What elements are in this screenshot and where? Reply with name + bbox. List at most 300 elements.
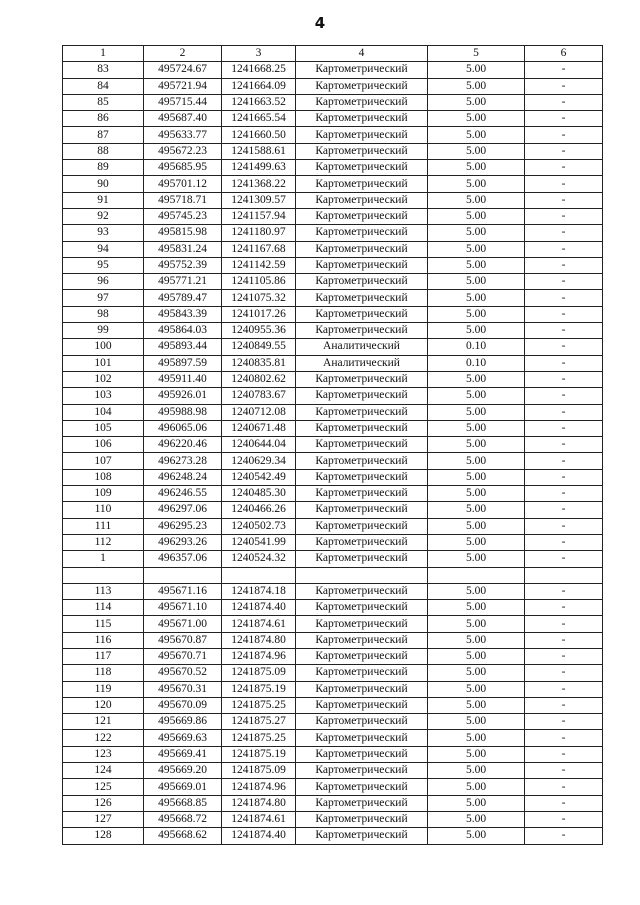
x-coordinate-cell: 495701.12 xyxy=(144,176,222,192)
y-coordinate-cell: 1240835.81 xyxy=(222,355,296,371)
note-cell: - xyxy=(525,355,603,371)
x-coordinate-cell: 496293.26 xyxy=(144,534,222,550)
point-number-cell: 119 xyxy=(63,681,144,697)
table-row xyxy=(63,257,603,273)
table-row xyxy=(63,828,603,844)
note-cell: - xyxy=(525,828,603,844)
table-row xyxy=(63,143,603,159)
accuracy-cell: 0.10 xyxy=(428,355,525,371)
note-cell: - xyxy=(525,714,603,730)
accuracy-cell: 5.00 xyxy=(428,502,525,518)
table-row xyxy=(63,567,603,583)
accuracy-cell: 5.00 xyxy=(428,779,525,795)
table-row xyxy=(63,127,603,143)
point-number-cell: 117 xyxy=(63,648,144,664)
x-coordinate-cell: 495687.40 xyxy=(144,111,222,127)
point-number-cell: 124 xyxy=(63,763,144,779)
x-coordinate-cell: 496295.23 xyxy=(144,518,222,534)
point-number-cell: 123 xyxy=(63,746,144,762)
note-cell: - xyxy=(525,339,603,355)
y-coordinate-cell: 1241874.80 xyxy=(222,632,296,648)
table-body xyxy=(63,62,603,844)
method-cell: Картометрический xyxy=(296,534,428,550)
x-coordinate-cell: 495745.23 xyxy=(144,208,222,224)
method-cell: Картометрический xyxy=(296,160,428,176)
x-coordinate-cell: 495685.95 xyxy=(144,160,222,176)
accuracy-cell: 5.00 xyxy=(428,78,525,94)
x-coordinate-cell: 495718.71 xyxy=(144,192,222,208)
y-coordinate-cell: 1241105.86 xyxy=(222,274,296,290)
point-number-cell: 116 xyxy=(63,632,144,648)
note-cell: - xyxy=(525,811,603,827)
note-cell: - xyxy=(525,388,603,404)
point-number-cell: 109 xyxy=(63,486,144,502)
accuracy-cell: 5.00 xyxy=(428,795,525,811)
x-coordinate-cell: 495669.86 xyxy=(144,714,222,730)
note-cell: - xyxy=(525,323,603,339)
column-header: 5 xyxy=(428,46,525,62)
table-row xyxy=(63,730,603,746)
point-number-cell: 93 xyxy=(63,225,144,241)
method-cell: Картометрический xyxy=(296,225,428,241)
note-cell: - xyxy=(525,763,603,779)
x-coordinate-cell: 496248.24 xyxy=(144,469,222,485)
x-coordinate-cell: 495633.77 xyxy=(144,127,222,143)
point-number-cell: 90 xyxy=(63,176,144,192)
x-coordinate-cell: 495911.40 xyxy=(144,371,222,387)
table-row xyxy=(63,404,603,420)
y-coordinate-cell: 1241142.59 xyxy=(222,257,296,273)
accuracy-cell: 5.00 xyxy=(428,111,525,127)
table-row xyxy=(63,94,603,110)
point-number-cell: 120 xyxy=(63,697,144,713)
method-cell: Картометрический xyxy=(296,600,428,616)
note-cell: - xyxy=(525,257,603,273)
method-cell: Картометрический xyxy=(296,127,428,143)
y-coordinate-cell: 1240485.30 xyxy=(222,486,296,502)
method-cell: Картометрический xyxy=(296,502,428,518)
method-cell: Картометрический xyxy=(296,371,428,387)
table-row xyxy=(63,469,603,485)
y-coordinate-cell: 1240502.73 xyxy=(222,518,296,534)
accuracy-cell: 5.00 xyxy=(428,730,525,746)
x-coordinate-cell: 495926.01 xyxy=(144,388,222,404)
y-coordinate-cell: 1241874.61 xyxy=(222,811,296,827)
x-coordinate-cell: 495831.24 xyxy=(144,241,222,257)
y-coordinate-cell: 1241874.96 xyxy=(222,779,296,795)
table-row xyxy=(63,697,603,713)
note-cell: - xyxy=(525,371,603,387)
method-cell: Картометрический xyxy=(296,111,428,127)
table-row xyxy=(63,453,603,469)
accuracy-cell: 5.00 xyxy=(428,143,525,159)
note-cell: - xyxy=(525,551,603,567)
note-cell: - xyxy=(525,127,603,143)
table-row xyxy=(63,534,603,550)
x-coordinate-cell: 495670.87 xyxy=(144,632,222,648)
accuracy-cell: 5.00 xyxy=(428,534,525,550)
accuracy-cell: 5.00 xyxy=(428,763,525,779)
method-cell: Картометрический xyxy=(296,518,428,534)
note-cell: - xyxy=(525,241,603,257)
table-row xyxy=(63,551,603,567)
note-cell: - xyxy=(525,795,603,811)
table-row xyxy=(63,78,603,94)
y-coordinate-cell: 1240466.26 xyxy=(222,502,296,518)
method-cell: Картометрический xyxy=(296,795,428,811)
point-number-cell: 106 xyxy=(63,437,144,453)
y-coordinate-cell: 1240712.08 xyxy=(222,404,296,420)
method-cell: Картометрический xyxy=(296,583,428,599)
note-cell: - xyxy=(525,420,603,436)
accuracy-cell: 5.00 xyxy=(428,388,525,404)
table-row xyxy=(63,648,603,664)
point-number-cell: 107 xyxy=(63,453,144,469)
point-number-cell: 104 xyxy=(63,404,144,420)
y-coordinate-cell: 1240542.49 xyxy=(222,469,296,485)
method-cell: Картометрический xyxy=(296,746,428,762)
method-cell: Картометрический xyxy=(296,811,428,827)
y-coordinate-cell: 1240524.32 xyxy=(222,551,296,567)
y-coordinate-cell: 1241588.61 xyxy=(222,143,296,159)
method-cell: Картометрический xyxy=(296,208,428,224)
table-row xyxy=(63,371,603,387)
y-coordinate-cell: 1241874.61 xyxy=(222,616,296,632)
x-coordinate-cell: 496297.06 xyxy=(144,502,222,518)
method-cell: Картометрический xyxy=(296,779,428,795)
method-cell: Картометрический xyxy=(296,388,428,404)
accuracy-cell: 5.00 xyxy=(428,486,525,502)
point-number-cell: 111 xyxy=(63,518,144,534)
method-cell: Картометрический xyxy=(296,665,428,681)
point-number-cell: 86 xyxy=(63,111,144,127)
x-coordinate-cell: 495670.52 xyxy=(144,665,222,681)
point-number-cell: 115 xyxy=(63,616,144,632)
x-coordinate-cell: 495668.62 xyxy=(144,828,222,844)
table-row xyxy=(63,746,603,762)
table-row xyxy=(63,241,603,257)
accuracy-cell: 5.00 xyxy=(428,404,525,420)
method-cell: Картометрический xyxy=(296,62,428,78)
point-number-cell: 110 xyxy=(63,502,144,518)
y-coordinate-cell: 1241017.26 xyxy=(222,306,296,322)
x-coordinate-cell: 495669.01 xyxy=(144,779,222,795)
table-row xyxy=(63,502,603,518)
x-coordinate-cell: 495671.00 xyxy=(144,616,222,632)
y-coordinate-cell: 1241665.54 xyxy=(222,111,296,127)
point-number-cell: 113 xyxy=(63,583,144,599)
x-coordinate-cell: 495670.71 xyxy=(144,648,222,664)
method-cell: Картометрический xyxy=(296,616,428,632)
point-number-cell: 96 xyxy=(63,274,144,290)
y-coordinate-cell: 1241368.22 xyxy=(222,176,296,192)
y-coordinate-cell: 1241874.96 xyxy=(222,648,296,664)
y-coordinate-cell: 1241309.57 xyxy=(222,192,296,208)
x-coordinate-cell: 495771.21 xyxy=(144,274,222,290)
x-coordinate-cell: 495670.31 xyxy=(144,681,222,697)
table-row xyxy=(63,306,603,322)
method-cell: Картометрический xyxy=(296,648,428,664)
accuracy-cell: 5.00 xyxy=(428,714,525,730)
point-number-cell: 102 xyxy=(63,371,144,387)
point-number-cell: 100 xyxy=(63,339,144,355)
point-number-cell: 108 xyxy=(63,469,144,485)
note-cell: - xyxy=(525,632,603,648)
x-coordinate-cell: 495752.39 xyxy=(144,257,222,273)
table-row xyxy=(63,339,603,355)
accuracy-cell: 5.00 xyxy=(428,616,525,632)
table-row xyxy=(63,681,603,697)
table-row xyxy=(63,616,603,632)
x-coordinate-cell: 495893.44 xyxy=(144,339,222,355)
method-cell: Аналитический xyxy=(296,339,428,355)
method-cell: Картометрический xyxy=(296,404,428,420)
x-coordinate-cell: 495724.67 xyxy=(144,62,222,78)
method-cell: Картометрический xyxy=(296,437,428,453)
x-coordinate-cell: 496273.28 xyxy=(144,453,222,469)
table-row xyxy=(63,388,603,404)
method-cell: Картометрический xyxy=(296,714,428,730)
y-coordinate-cell: 1241660.50 xyxy=(222,127,296,143)
x-coordinate-cell: 495815.98 xyxy=(144,225,222,241)
table-row xyxy=(63,763,603,779)
accuracy-cell: 5.00 xyxy=(428,420,525,436)
table-row xyxy=(63,714,603,730)
method-cell: Картометрический xyxy=(296,551,428,567)
note-cell: - xyxy=(525,306,603,322)
method-cell: Картометрический xyxy=(296,290,428,306)
table-row xyxy=(63,518,603,534)
accuracy-cell: 5.00 xyxy=(428,225,525,241)
note-cell: - xyxy=(525,143,603,159)
method-cell: Картометрический xyxy=(296,453,428,469)
method-cell: Картометрический xyxy=(296,469,428,485)
note-cell xyxy=(525,567,603,583)
point-number-cell: 128 xyxy=(63,828,144,844)
method-cell: Картометрический xyxy=(296,681,428,697)
point-number-cell: 118 xyxy=(63,665,144,681)
point-number-cell: 98 xyxy=(63,306,144,322)
table-row xyxy=(63,208,603,224)
accuracy-cell: 5.00 xyxy=(428,241,525,257)
x-coordinate-cell: 495789.47 xyxy=(144,290,222,306)
method-cell: Картометрический xyxy=(296,78,428,94)
accuracy-cell: 5.00 xyxy=(428,323,525,339)
note-cell: - xyxy=(525,176,603,192)
note-cell: - xyxy=(525,681,603,697)
point-number-cell: 105 xyxy=(63,420,144,436)
point-number-cell: 85 xyxy=(63,94,144,110)
x-coordinate-cell: 495843.39 xyxy=(144,306,222,322)
x-coordinate-cell: 496246.55 xyxy=(144,486,222,502)
point-number-cell: 87 xyxy=(63,127,144,143)
table-row xyxy=(63,583,603,599)
method-cell: Картометрический xyxy=(296,632,428,648)
accuracy-cell: 5.00 xyxy=(428,274,525,290)
method-cell: Картометрический xyxy=(296,486,428,502)
table-row xyxy=(63,779,603,795)
x-coordinate-cell: 495669.63 xyxy=(144,730,222,746)
point-number-cell: 126 xyxy=(63,795,144,811)
y-coordinate-cell: 1241874.40 xyxy=(222,600,296,616)
note-cell: - xyxy=(525,160,603,176)
y-coordinate-cell: 1241875.19 xyxy=(222,681,296,697)
table-row xyxy=(63,811,603,827)
method-cell: Картометрический xyxy=(296,143,428,159)
table-header-row xyxy=(63,46,603,62)
accuracy-cell: 5.00 xyxy=(428,453,525,469)
point-number-cell: 91 xyxy=(63,192,144,208)
accuracy-cell: 5.00 xyxy=(428,469,525,485)
y-coordinate-cell: 1241157.94 xyxy=(222,208,296,224)
note-cell: - xyxy=(525,437,603,453)
note-cell: - xyxy=(525,746,603,762)
accuracy-cell: 5.00 xyxy=(428,176,525,192)
accuracy-cell: 5.00 xyxy=(428,371,525,387)
accuracy-cell: 5.00 xyxy=(428,160,525,176)
note-cell: - xyxy=(525,208,603,224)
x-coordinate-cell: 495668.85 xyxy=(144,795,222,811)
point-number-cell: 97 xyxy=(63,290,144,306)
table-row xyxy=(63,160,603,176)
table-row xyxy=(63,632,603,648)
note-cell: - xyxy=(525,274,603,290)
y-coordinate-cell: 1241875.09 xyxy=(222,665,296,681)
accuracy-cell: 5.00 xyxy=(428,127,525,143)
note-cell: - xyxy=(525,290,603,306)
x-coordinate-cell: 495669.20 xyxy=(144,763,222,779)
x-coordinate-cell: 496220.46 xyxy=(144,437,222,453)
point-number-cell: 114 xyxy=(63,600,144,616)
table-row xyxy=(63,290,603,306)
y-coordinate-cell: 1241499.63 xyxy=(222,160,296,176)
column-header: 3 xyxy=(222,46,296,62)
y-coordinate-cell: 1240802.62 xyxy=(222,371,296,387)
accuracy-cell: 5.00 xyxy=(428,437,525,453)
y-coordinate-cell: 1241075.32 xyxy=(222,290,296,306)
x-coordinate-cell: 495669.41 xyxy=(144,746,222,762)
point-number-cell: 88 xyxy=(63,143,144,159)
x-coordinate-cell: 495671.16 xyxy=(144,583,222,599)
point-number-cell: 83 xyxy=(63,62,144,78)
accuracy-cell: 5.00 xyxy=(428,583,525,599)
y-coordinate-cell: 1240783.67 xyxy=(222,388,296,404)
point-number-cell: 125 xyxy=(63,779,144,795)
y-coordinate-cell: 1241874.18 xyxy=(222,583,296,599)
note-cell: - xyxy=(525,534,603,550)
y-coordinate-cell: 1240541.99 xyxy=(222,534,296,550)
point-number-cell: 112 xyxy=(63,534,144,550)
point-number-cell: 1 xyxy=(63,551,144,567)
accuracy-cell: 5.00 xyxy=(428,306,525,322)
point-number-cell: 103 xyxy=(63,388,144,404)
point-number-cell: 92 xyxy=(63,208,144,224)
note-cell: - xyxy=(525,453,603,469)
accuracy-cell: 0.10 xyxy=(428,339,525,355)
y-coordinate-cell xyxy=(222,567,296,583)
point-number-cell: 94 xyxy=(63,241,144,257)
accuracy-cell: 5.00 xyxy=(428,551,525,567)
x-coordinate-cell: 495721.94 xyxy=(144,78,222,94)
column-header: 2 xyxy=(144,46,222,62)
table-row xyxy=(63,225,603,241)
y-coordinate-cell: 1241875.19 xyxy=(222,746,296,762)
method-cell xyxy=(296,567,428,583)
method-cell: Картометрический xyxy=(296,306,428,322)
x-coordinate-cell: 495988.98 xyxy=(144,404,222,420)
note-cell: - xyxy=(525,665,603,681)
x-coordinate-cell: 495864.03 xyxy=(144,323,222,339)
table-row xyxy=(63,274,603,290)
y-coordinate-cell: 1241167.68 xyxy=(222,241,296,257)
note-cell: - xyxy=(525,486,603,502)
accuracy-cell: 5.00 xyxy=(428,518,525,534)
note-cell: - xyxy=(525,730,603,746)
x-coordinate-cell: 495672.23 xyxy=(144,143,222,159)
accuracy-cell: 5.00 xyxy=(428,62,525,78)
y-coordinate-cell: 1241668.25 xyxy=(222,62,296,78)
method-cell: Картометрический xyxy=(296,274,428,290)
table-row xyxy=(63,323,603,339)
y-coordinate-cell: 1241663.52 xyxy=(222,94,296,110)
accuracy-cell: 5.00 xyxy=(428,746,525,762)
x-coordinate-cell: 495668.72 xyxy=(144,811,222,827)
point-number-cell: 99 xyxy=(63,323,144,339)
method-cell: Картометрический xyxy=(296,420,428,436)
column-header: 4 xyxy=(296,46,428,62)
accuracy-cell: 5.00 xyxy=(428,828,525,844)
note-cell: - xyxy=(525,518,603,534)
x-coordinate-cell: 496065.06 xyxy=(144,420,222,436)
note-cell: - xyxy=(525,600,603,616)
y-coordinate-cell: 1240671.48 xyxy=(222,420,296,436)
y-coordinate-cell: 1241180.97 xyxy=(222,225,296,241)
y-coordinate-cell: 1240629.34 xyxy=(222,453,296,469)
accuracy-cell: 5.00 xyxy=(428,208,525,224)
accuracy-cell: 5.00 xyxy=(428,94,525,110)
method-cell: Картометрический xyxy=(296,828,428,844)
point-number-cell: 121 xyxy=(63,714,144,730)
x-coordinate-cell: 496357.06 xyxy=(144,551,222,567)
x-coordinate-cell: 495671.10 xyxy=(144,600,222,616)
method-cell: Картометрический xyxy=(296,241,428,257)
accuracy-cell: 5.00 xyxy=(428,665,525,681)
point-number-cell: 89 xyxy=(63,160,144,176)
note-cell: - xyxy=(525,616,603,632)
method-cell: Картометрический xyxy=(296,192,428,208)
table-row xyxy=(63,62,603,78)
y-coordinate-cell: 1241664.09 xyxy=(222,78,296,94)
note-cell: - xyxy=(525,192,603,208)
method-cell: Картометрический xyxy=(296,763,428,779)
note-cell: - xyxy=(525,697,603,713)
point-number-cell: 127 xyxy=(63,811,144,827)
table-row xyxy=(63,192,603,208)
table-row xyxy=(63,486,603,502)
method-cell: Картометрический xyxy=(296,94,428,110)
y-coordinate-cell: 1241874.40 xyxy=(222,828,296,844)
accuracy-cell: 5.00 xyxy=(428,290,525,306)
method-cell: Картометрический xyxy=(296,697,428,713)
y-coordinate-cell: 1241874.80 xyxy=(222,795,296,811)
note-cell: - xyxy=(525,648,603,664)
column-header: 1 xyxy=(63,46,144,62)
page-number: 4 xyxy=(314,14,326,32)
method-cell: Картометрический xyxy=(296,257,428,273)
accuracy-cell: 5.00 xyxy=(428,648,525,664)
accuracy-cell: 5.00 xyxy=(428,811,525,827)
method-cell: Аналитический xyxy=(296,355,428,371)
